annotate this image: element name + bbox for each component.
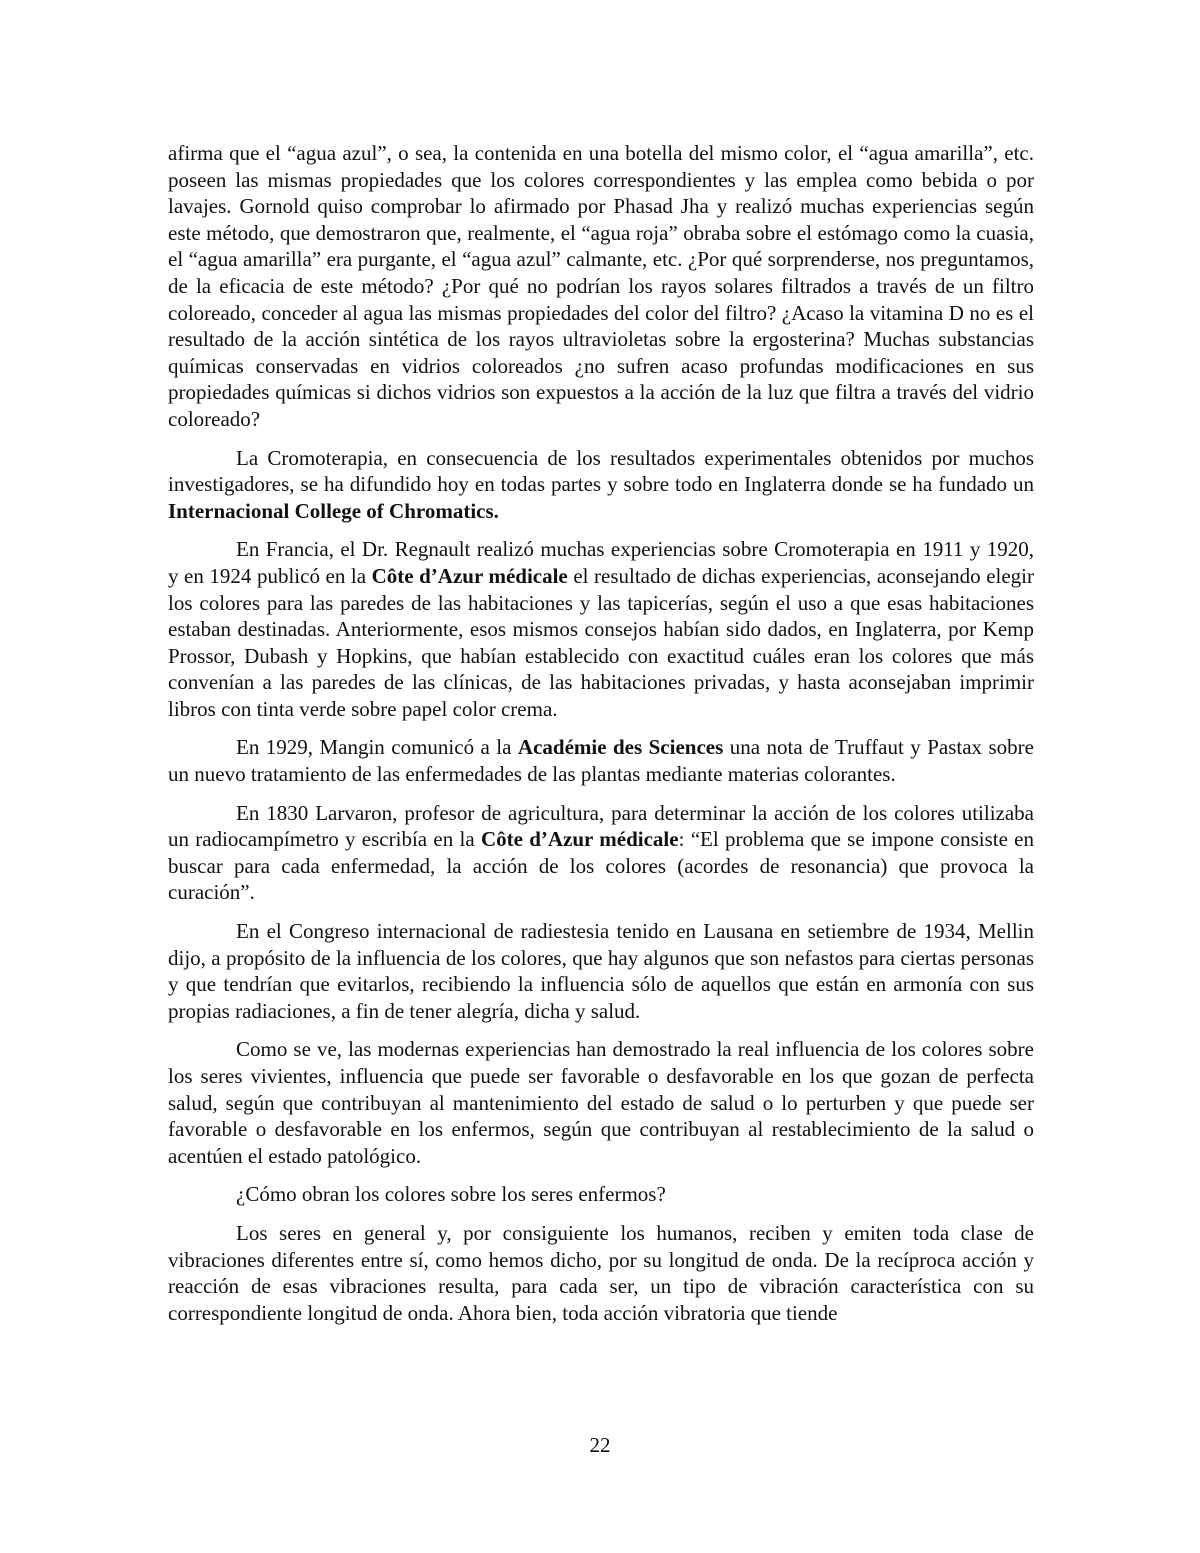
paragraph-9 — [168, 1220, 1034, 1326]
paragraph-4 — [168, 734, 1034, 787]
page-number: 22 — [589, 1433, 611, 1457]
paragraph-9-text: Los seres en general y, por consiguiente los humanos, reciben y emiten toda clase de vibraciones diferentes entre sí, como hemos dicho, por su longitud de onda. De la recíproca acción y reacción de esas vibraciones resulta, para cada ser, un tipo de vibración característica con su correspondiente longitud de onda. Ahora bien, toda acción vibratoria que tiende — [168, 1220, 1034, 1325]
paragraph-8 — [168, 1181, 1034, 1208]
paragraph-6 — [168, 918, 1034, 1024]
paragraph-5 — [168, 800, 1034, 906]
college-name-bold: Internacional College of Chromatics. — [168, 498, 499, 523]
paragraph-2-text: La Cromoterapia, en consecuencia de los resultados experimentales obtenidos por muchos investigadores, se ha difundido hoy en todas partes y sobre todo en Inglaterra donde se ha fundado un — [168, 445, 1034, 497]
paragraph-5-text-end: : “El problema que se impone consiste en buscar para cada enfermedad, la acción de los colores (acordes de resonancia) que provoca la curación”. — [168, 827, 1035, 905]
paragraph-7 — [168, 1036, 1034, 1169]
paragraph-4-text-start: En 1929, Mangin comunicó a la — [236, 735, 518, 760]
paragraph-3-text-end: el resultado de dichas experiencias, aconsejando elegir los colores para las paredes de las habitaciones y las tapicerías, según el uso a que esas habitaciones estaban destinadas. Anteriormente, esos mismos consejos habían sido dados, en Inglaterra, por Kemp Prossor, Dubash y Hopkins, que habían establecido con exactitud cuáles eran los colores que más convenían a las paredes de las clínicas, de las habitaciones privadas, y hasta aconsejaban imprimir libros con tinta verde sobre papel color crema. — [168, 563, 1034, 721]
paragraph-8-text: ¿Cómo obran los colores sobre los seres enfermos? — [236, 1182, 666, 1207]
paragraph-2 — [168, 445, 1034, 525]
paragraph-7-text: Como se ve, las modernas experiencias han demostrado la real influencia de los colores sobre los seres vivientes, influencia que puede ser favorable o desfavorable en los que gozan de perfecta salud, según que contribuyan al mantenimiento del estado de salud o lo perturben y que puede ser favorable o desfavorable en los enfermos, según que contribuyan al restablecimiento de la salud o acentúen el estado patológico. — [168, 1037, 1034, 1168]
paragraph-3 — [168, 536, 1034, 722]
paragraph-1 — [168, 140, 1034, 433]
paragraph-6-text: En el Congreso internacional de radiestesia tenido en Lausana en setiembre de 1934, Mellin dijo, a propósito de la influencia de los colores, que hay algunos que son nefastos para ciertas personas y que tendrían que evitarlos, recibiendo la influencia sólo de aquellos que están en armonía con sus propias radiaciones, a fin de tener alegría, dicha y salud. — [168, 919, 1034, 1023]
paragraph-3-text-start: En Francia, el Dr. Regnault realizó muchas experiencias sobre Cromoterapia en 1911 y 1920, y en 1924 publicó en la — [168, 537, 1034, 588]
journal-name-bold: Côte d’Azur médicale — [371, 563, 568, 588]
paragraph-5-text-start: En 1830 Larvaron, profesor de agricultura, para determinar la acción de los colores utilizaba un radiocampímetro y escribía en la — [168, 800, 1034, 852]
page-body — [168, 140, 1034, 1490]
paragraph-4-text-end: una nota de Truffaut y Pastax sobre un nuevo tratamiento de las enfermedades de las plantas mediante materias colorantes. — [168, 735, 1034, 787]
academy-name-bold: Académie des Sciences — [517, 735, 724, 760]
journal-name-bold-2: Côte d’Azur médicale — [480, 827, 679, 852]
paragraph-1-text: afirma que el “agua azul”, o sea, la contenida en una botella del mismo color, el “agua amarilla”, etc. poseen las mismas propiedades que los colores correspondientes y las emplea como bebida o por lavajes. Gornold quiso comprobar lo afirmado por Phasad Jha y realizó muchas experiencias según este método, que demostraron que, realmente, el “agua roja” obraba sobre el estómago como la cuasia, el “agua amarilla” era purgante, el “agua azul” calmante, etc. ¿Por qué sorprenderse, nos preguntamos, de la eficacia de este método? ¿Por qué no podrían los rayos solares filtrados a través de un filtro coloreado, conceder al agua las mismas propiedades del color del filtro? ¿Acaso la vitamina D no es el resultado de la acción sintética de los rayos ultravioletas sobre la ergosterina? Muchas substancias químicas conservadas en vidrios coloreados ¿no sufren acaso profundas modificaciones en sus propiedades químicas si dichos vidrios son expuestos a la acción de la luz que filtra a través del vidrio coloreado? — [168, 141, 1034, 431]
